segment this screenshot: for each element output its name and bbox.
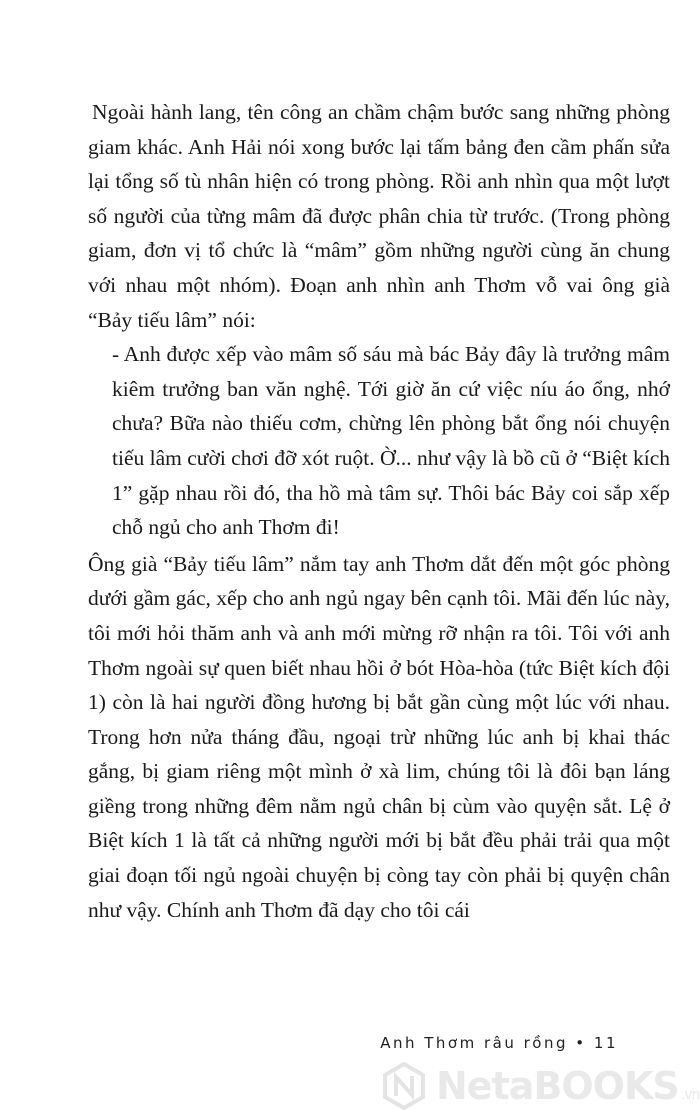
page-footer: [380, 1034, 618, 1052]
netabooks-logo-icon: [382, 1062, 426, 1110]
watermark-suffix: .vn: [680, 1087, 700, 1103]
watermark: [382, 1062, 699, 1110]
running-title: Anh Thơm râu rồng: [380, 1034, 568, 1052]
page-body: [88, 95, 670, 927]
page-number: 11: [593, 1034, 618, 1052]
paragraph-1: Ngoài hành lang, tên công an chầm chậm bước sang những phòng giam khác. Anh Hải nói xong bước lại tấm bảng đen cầm phấn sửa lại tổng số tù nhân hiện có trong phòng. Rồi anh nhìn qua một lượt số người của từng mâm đã được phân chia từ trước. (Trong phòng giam, đơn vị tổ chức là “mâm” gồm những người cùng ăn chung với nhau một nhóm). Đoạn anh nhìn anh Thơm vỗ vai ông già “Bảy tiếu lâm” nói:: [88, 100, 670, 332]
paragraph-3: Ông già “Bảy tiếu lâm” nắm tay anh Thơm dắt đến một góc phòng dưới gầm gác, xếp cho anh ngủ ngay bên cạnh tôi. Mãi đến lúc này, tôi mới hỏi thăm anh và anh mới mừng rỡ nhận ra tôi. Tôi với anh Thơm ngoài sự quen biết nhau hồi ở bót Hòa-hòa (tức Biệt kích đội 1) còn là hai người đồng hương bị bắt gần cùng một lúc với nhau. Trong hơn nửa tháng đầu, ngoại trừ những lúc anh bị khai thác gắng, bị giam riêng một mình ở xà lim, chúng tôi là đôi bạn láng giềng trong những đêm nằm ngủ chân bị cùm vào quyện sắt. Lệ ở Biệt kích 1 là tất cả những người mới bị bắt đều phải trải qua một giai đoạn tối ngủ ngoài chuyện bị còng tay còn phải bị quyện chân như vậy. Chính anh Thơm đã dạy cho tôi cái: [88, 551, 670, 922]
watermark-brand: NetaBOOKS .vn: [436, 1064, 700, 1108]
paragraph-2-dialogue: - Anh được xếp vào mâm số sáu mà bác Bảy đây là trưởng mâm kiêm trưởng ban văn nghệ. Tới giờ ăn cứ việc níu áo ổng, nhớ chưa? Bữa nào thiếu cơm, chừng lên phòng bắt ổng nói chuyện tiếu lâm cười chơi đỡ xót ruột. Ờ... như vậy là bồ cũ ở “Biệt kích 1” gặp nhau rồi đó, tha hồ mà tâm sự. Thôi bác Bảy coi sắp xếp chỗ ngủ cho anh Thơm đi!: [112, 342, 670, 540]
footer-separator: •: [575, 1034, 587, 1052]
